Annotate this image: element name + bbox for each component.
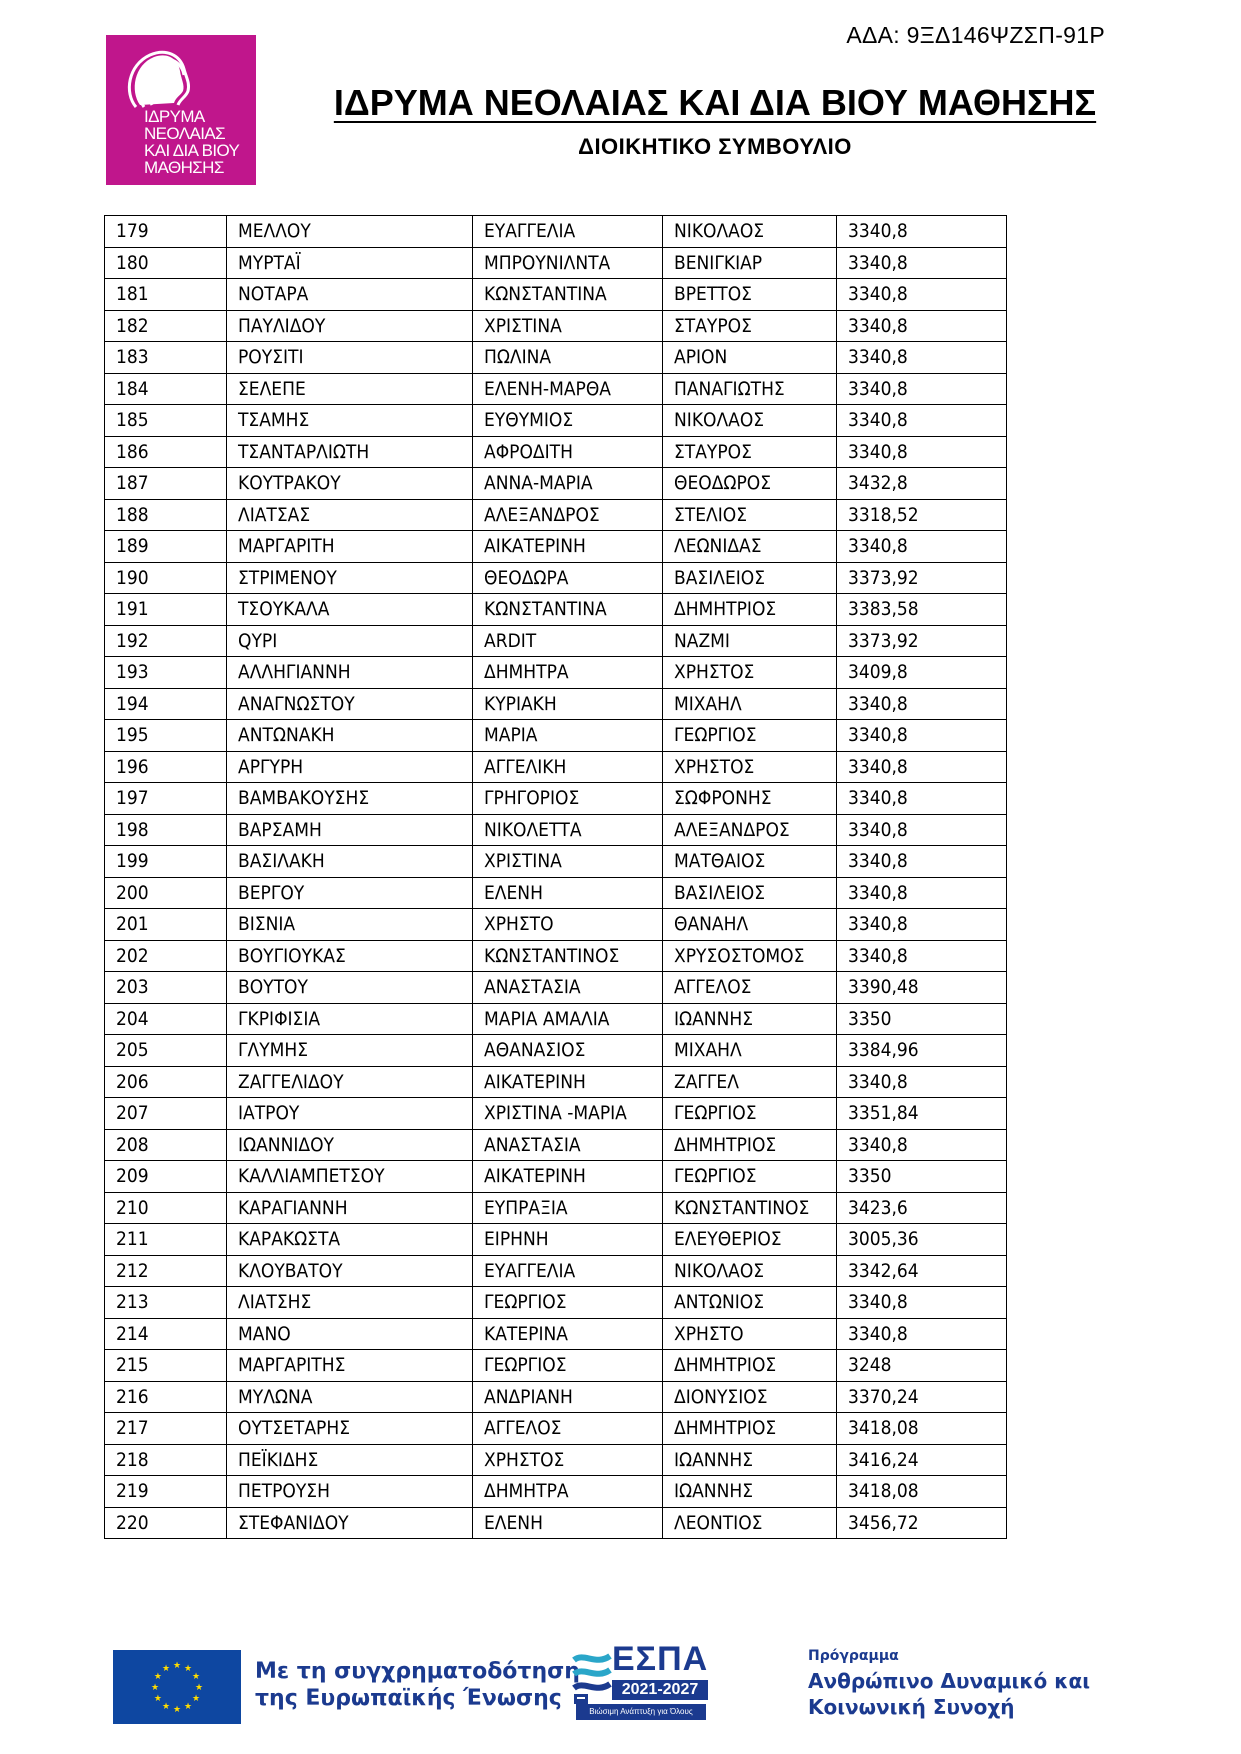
cell-father-name: ΔΗΜΗΤΡΙΟΣ [663,1413,837,1445]
cell-amount: 3409,8 [837,657,1007,689]
cell-amount: 3340,8 [837,720,1007,752]
cell-row-number: 186 [105,436,227,468]
cell-father-name: ΔΗΜΗΤΡΙΟΣ [663,1350,837,1382]
cell-father-name: ΚΩΝΣΤΑΝΤΙΝΟΣ [663,1192,837,1224]
cell-surname: ΜΑΡΓΑΡΙΤΗΣ [227,1350,473,1382]
cell-row-number: 203 [105,972,227,1004]
table-row [105,1287,1007,1319]
cell-father-name: ΓΕΩΡΓΙΟΣ [663,720,837,752]
cell-father-name: ΘΑΝΑΗΛ [663,909,837,941]
table-row [105,1507,1007,1539]
cell-surname: ΚΟΥΤΡΑΚΟΥ [227,468,473,500]
funding-footer [0,1640,1241,1740]
cell-row-number: 187 [105,468,227,500]
foundation-logo [106,35,256,185]
cell-father-name: ΒΑΣΙΛΕΙΟΣ [663,877,837,909]
cell-first-name: ΕΛΕΝΗ [473,877,663,909]
table-row [105,1129,1007,1161]
cell-amount: 3373,92 [837,562,1007,594]
cell-amount: 3340,8 [837,1287,1007,1319]
cell-surname: ΝΟΤΑΡΑ [227,279,473,311]
cell-surname: ΜΕΛΛΟΥ [227,216,473,248]
cell-row-number: 191 [105,594,227,626]
cell-first-name: ΧΡΗΣΤΟΣ [473,1444,663,1476]
cell-surname: ΠΕΤΡΟΥΣΗ [227,1476,473,1508]
cell-surname: ΒΕΡΓΟΥ [227,877,473,909]
cell-amount: 3340,8 [837,373,1007,405]
table-row [105,1444,1007,1476]
cell-row-number: 182 [105,310,227,342]
table-body [105,216,1007,1539]
cell-first-name: ΑΙΚΑΤΕΡΙΝΗ [473,1161,663,1193]
table-row [105,310,1007,342]
program-name-line-1: Ανθρώπινο Δυναμικό και [808,1669,1090,1693]
cell-amount: 3340,8 [837,310,1007,342]
cell-surname: ΒΙΣΝΙΑ [227,909,473,941]
cell-surname: ΤΣΑΝΤΑΡΛΙΩΤΗ [227,436,473,468]
eu-star: ★ [172,1660,182,1670]
cell-surname: ΒΑΣΙΛΑΚΗ [227,846,473,878]
cell-father-name: ΑΝΤΩΝΙΟΣ [663,1287,837,1319]
cell-amount: 3340,8 [837,814,1007,846]
cell-father-name: ΑΡΙΟΝ [663,342,837,374]
table-row [105,657,1007,689]
cell-father-name: ΒΡΕΤΤΟΣ [663,279,837,311]
cell-row-number: 210 [105,1192,227,1224]
cell-father-name: ΛΕΟΝΤΙΟΣ [663,1507,837,1539]
cell-row-number: 213 [105,1287,227,1319]
cell-father-name: ΕΛΕΥΘΕΡΙΟΣ [663,1224,837,1256]
espa-waves-icon [570,1646,614,1708]
eu-text-line-1: Με τη συγχρηματοδότηση [255,1659,580,1684]
cell-surname: ΤΣΑΜΗΣ [227,405,473,437]
cell-surname: ΠΕΪΚΙΔΗΣ [227,1444,473,1476]
cell-row-number: 196 [105,751,227,783]
cell-amount: 3340,8 [837,342,1007,374]
cell-surname: ΣΤΡΙΜΕΝΟΥ [227,562,473,594]
cell-amount: 3423,6 [837,1192,1007,1224]
cell-row-number: 211 [105,1224,227,1256]
cell-amount: 3383,58 [837,594,1007,626]
eu-flag-icon [113,1650,241,1724]
cell-amount: 3390,48 [837,972,1007,1004]
cell-amount: 3005,36 [837,1224,1007,1256]
cell-father-name: ΔΙΟΝΥΣΙΟΣ [663,1381,837,1413]
cell-first-name: ΕΙΡΗΝΗ [473,1224,663,1256]
table-row [105,1381,1007,1413]
cell-amount: 3248 [837,1350,1007,1382]
cell-first-name: ΕΥΑΓΓΕΛΙΑ [473,216,663,248]
table-row [105,1476,1007,1508]
table-row [105,751,1007,783]
cell-first-name: ΧΡΙΣΤΙΝΑ [473,846,663,878]
cell-father-name: ΓΕΩΡΓΙΟΣ [663,1098,837,1130]
cell-father-name: ΝΙΚΟΛΑΟΣ [663,1255,837,1287]
cell-first-name: ΕΛΕΝΗ [473,1507,663,1539]
cell-row-number: 180 [105,247,227,279]
cell-first-name: ΚΥΡΙΑΚΗ [473,688,663,720]
cell-father-name: ΜΑΤΘΑΙΟΣ [663,846,837,878]
cell-father-name: ΓΕΩΡΓΙΟΣ [663,1161,837,1193]
cell-surname: ΒΟΥΓΙΟΥΚΑΣ [227,940,473,972]
cell-row-number: 215 [105,1350,227,1382]
cell-father-name: ΑΛΕΞΑΝΔΡΟΣ [663,814,837,846]
cell-row-number: 183 [105,342,227,374]
cell-amount: 3340,8 [837,909,1007,941]
cell-amount: 3373,92 [837,625,1007,657]
cell-amount: 3340,8 [837,216,1007,248]
cell-row-number: 202 [105,940,227,972]
table-row [105,688,1007,720]
cell-father-name: ΙΩΑΝΝΗΣ [663,1003,837,1035]
espa-word: ΕΣΠΑ [612,1640,709,1678]
cell-father-name: ΒΕΝΙΓΚΙΑΡ [663,247,837,279]
cell-row-number: 195 [105,720,227,752]
cell-amount: 3342,64 [837,1255,1007,1287]
table-row [105,499,1007,531]
cell-row-number: 214 [105,1318,227,1350]
table-row [105,531,1007,563]
cell-row-number: 204 [105,1003,227,1035]
cell-row-number: 206 [105,1066,227,1098]
cell-first-name: ΓΡΗΓΟΡΙΟΣ [473,783,663,815]
cell-amount: 3416,24 [837,1444,1007,1476]
cell-first-name: ΜΠΡΟΥΝΙΛΝΤΑ [473,247,663,279]
program-label: Πρόγραμμα [808,1648,899,1664]
cell-surname: ΠΑΥΛΙΔΟΥ [227,310,473,342]
eu-star: ★ [183,1662,193,1673]
cell-first-name: ΚΩΝΣΤΑΝΤΙΝΑ [473,594,663,626]
table-row [105,279,1007,311]
cell-surname: ΒΟΥΤΟΥ [227,972,473,1004]
cell-row-number: 205 [105,1035,227,1067]
cell-amount: 3340,8 [837,846,1007,878]
eu-star: ★ [183,1701,193,1712]
cell-first-name: ΧΡΙΣΤΙΝΑ [473,310,663,342]
cell-amount: 3340,8 [837,751,1007,783]
cell-row-number: 201 [105,909,227,941]
cell-row-number: 218 [105,1444,227,1476]
cell-father-name: ΧΡΗΣΤΟ [663,1318,837,1350]
cell-row-number: 179 [105,216,227,248]
cell-surname: ΒΑΡΣΑΜΗ [227,814,473,846]
cell-father-name: ΧΡΗΣΤΟΣ [663,657,837,689]
cell-father-name: ΣΤΕΛΙΟΣ [663,499,837,531]
eu-star: ★ [150,1682,160,1692]
table-row [105,783,1007,815]
table-row [105,1098,1007,1130]
cell-father-name: ΒΑΣΙΛΕΙΟΣ [663,562,837,594]
cell-father-name: ΝΙΚΟΛΑΟΣ [663,405,837,437]
table-row [105,720,1007,752]
cell-father-name: ΜΙΧΑΗΛ [663,688,837,720]
cell-amount: 3340,8 [837,405,1007,437]
cell-first-name: ΕΥΑΓΓΕΛΙΑ [473,1255,663,1287]
cell-surname: ΜΥΡΤΑΪ [227,247,473,279]
cell-row-number: 192 [105,625,227,657]
table-row [105,436,1007,468]
cell-father-name: ΔΗΜΗΤΡΙΟΣ [663,594,837,626]
cell-row-number: 208 [105,1129,227,1161]
eu-cofunding-text [255,1658,580,1712]
cell-father-name: ΧΡΥΣΟΣΤΟΜΟΣ [663,940,837,972]
cell-row-number: 194 [105,688,227,720]
cell-row-number: 197 [105,783,227,815]
table-row [105,625,1007,657]
eu-star: ★ [192,1693,201,1703]
table-row [105,468,1007,500]
cell-amount: 3318,52 [837,499,1007,531]
espa-years: 2021-2027 [612,1680,708,1700]
cell-amount: 3418,08 [837,1413,1007,1445]
table-row [105,562,1007,594]
program-block [808,1648,1090,1720]
cell-amount: 3340,8 [837,247,1007,279]
cell-father-name: ΔΗΜΗΤΡΙΟΣ [663,1129,837,1161]
cell-first-name: ΔΗΜΗΤΡΑ [473,657,663,689]
cell-row-number: 220 [105,1507,227,1539]
cell-father-name: ΣΩΦΡΟΝΗΣ [663,783,837,815]
table-row [105,1224,1007,1256]
table-row [105,846,1007,878]
cell-first-name: ΚΑΤΕΡΙΝΑ [473,1318,663,1350]
cell-first-name: ΧΡΙΣΤΙΝΑ -ΜΑΡΙΑ [473,1098,663,1130]
table-row [105,405,1007,437]
cell-surname: ΜΑΡΓΑΡΙΤΗ [227,531,473,563]
table-row [105,1350,1007,1382]
table-row [105,216,1007,248]
cell-first-name: ΑΝΑΣΤΑΣΙΑ [473,1129,663,1161]
cell-amount: 3340,8 [837,783,1007,815]
cell-amount: 3340,8 [837,1066,1007,1098]
cell-first-name: ARDIT [473,625,663,657]
logo-text: ΙΔΡΥΜΑ ΝΕΟΛΑΙΑΣ ΚΑΙ ΔΙΑ ΒΙΟΥ ΜΑΘΗΣΗΣ [144,107,240,177]
cell-row-number: 193 [105,657,227,689]
cell-surname: ΟΥΤΣΕΤΑΡΗΣ [227,1413,473,1445]
table-row [105,1066,1007,1098]
cell-amount: 3350 [837,1003,1007,1035]
table-row [105,1413,1007,1445]
cell-row-number: 207 [105,1098,227,1130]
cell-first-name: ΓΕΩΡΓΙΟΣ [473,1350,663,1382]
cell-first-name: ΘΕΟΔΩΡΑ [473,562,663,594]
cell-amount: 3384,96 [837,1035,1007,1067]
cell-surname: ΡΟΥΣΙΤΙ [227,342,473,374]
cell-first-name: ΑΙΚΑΤΕΡΙΝΗ [473,1066,663,1098]
table-row [105,1161,1007,1193]
cell-amount: 3340,8 [837,688,1007,720]
table-row [105,909,1007,941]
cell-first-name: ΜΑΡΙΑ ΑΜΑΛΙΑ [473,1003,663,1035]
cell-surname: ΣΤΕΦΑΝΙΔΟΥ [227,1507,473,1539]
eu-star: ★ [192,1671,201,1681]
cell-amount: 3340,8 [837,877,1007,909]
cell-amount: 3456,72 [837,1507,1007,1539]
cell-surname: ΒΑΜΒΑΚΟΥΣΗΣ [227,783,473,815]
cell-row-number: 184 [105,373,227,405]
cell-first-name: ΑΘΑΝΑΣΙΟΣ [473,1035,663,1067]
cell-surname: ΑΝΤΩΝΑΚΗ [227,720,473,752]
cell-amount: 3340,8 [837,940,1007,972]
cell-first-name: ΜΑΡΙΑ [473,720,663,752]
cell-surname: ΓΚΡΙΦΙΣΙΑ [227,1003,473,1035]
eu-star: ★ [172,1704,182,1714]
table-row [105,1318,1007,1350]
program-name-line-2: Κοινωνική Συνοχή [808,1695,1015,1719]
cell-father-name: ΛΕΩΝΙΔΑΣ [663,531,837,563]
cell-surname: ΚΑΡΑΓΙΑΝΝΗ [227,1192,473,1224]
espa-tagline: Βιώσιμη Ανάπτυξη για Όλους [576,1704,706,1720]
cell-row-number: 209 [105,1161,227,1193]
cell-amount: 3340,8 [837,1318,1007,1350]
cell-row-number: 190 [105,562,227,594]
cell-amount: 3432,8 [837,468,1007,500]
eu-star: ★ [161,1701,171,1712]
table-row [105,342,1007,374]
cell-first-name: ΕΥΘΥΜΙΟΣ [473,405,663,437]
espa-logo [570,1640,730,1740]
page-title: ΙΔΡΥΜΑ ΝΕΟΛΑΙΑΣ ΚΑΙ ΔΙΑ ΒΙΟΥ ΜΑΘΗΣΗΣ [333,82,1097,123]
cell-surname: ΜΥΛΩΝΑ [227,1381,473,1413]
cell-surname: ΛΙΑΤΣΑΣ [227,499,473,531]
cell-row-number: 216 [105,1381,227,1413]
cell-row-number: 189 [105,531,227,563]
cell-father-name: ΣΤΑΥΡΟΣ [663,436,837,468]
cell-father-name: ΙΩΑΝΝΗΣ [663,1476,837,1508]
table-row [105,594,1007,626]
cell-row-number: 200 [105,877,227,909]
cell-row-number: 217 [105,1413,227,1445]
page-subtitle: ΔΙΟΙΚΗΤΙΚΟ ΣΥΜΒΟΥΛΙΟ [578,134,852,159]
cell-father-name: ΑΓΓΕΛΟΣ [663,972,837,1004]
cell-row-number: 199 [105,846,227,878]
ada-code: ΑΔΑ: 9ΞΔ146ΨΖΣΠ-91Ρ [846,22,1105,48]
cell-father-name: ΙΩΑΝΝΗΣ [663,1444,837,1476]
cell-first-name: ΑΝΑΣΤΑΣΙΑ [473,972,663,1004]
cell-first-name: ΑΛΕΞΑΝΔΡΟΣ [473,499,663,531]
cell-father-name: ΣΤΑΥΡΟΣ [663,310,837,342]
cell-first-name: ΝΙΚΟΛΕΤΤΑ [473,814,663,846]
eu-text-line-2: της Ευρωπαϊκής Ένωσης [255,1686,562,1711]
eu-star: ★ [153,1693,162,1703]
cell-surname: ΙΩΑΝΝΙΔΟΥ [227,1129,473,1161]
cell-row-number: 198 [105,814,227,846]
cell-father-name: ΝΑΖΜΙ [663,625,837,657]
eu-star: ★ [194,1682,204,1692]
cell-surname: ΑΝΑΓΝΩΣΤΟΥ [227,688,473,720]
cell-first-name: ΚΩΝΣΤΑΝΤΙΝΟΣ [473,940,663,972]
cell-first-name: ΔΗΜΗΤΡΑ [473,1476,663,1508]
cell-amount: 3340,8 [837,279,1007,311]
cell-father-name: ΧΡΗΣΤΟΣ [663,751,837,783]
table-row [105,1192,1007,1224]
cell-first-name: ΑΝΔΡΙΑΝΗ [473,1381,663,1413]
cell-first-name: ΧΡΗΣΤΟ [473,909,663,941]
cell-surname: ΓΛΥΜΗΣ [227,1035,473,1067]
cell-surname: ΚΑΛΛΙΑΜΠΕΤΣΟΥ [227,1161,473,1193]
cell-amount: 3340,8 [837,531,1007,563]
eu-star: ★ [153,1671,162,1681]
table-row [105,247,1007,279]
table-row [105,373,1007,405]
cell-amount: 3350 [837,1161,1007,1193]
table-row [105,1255,1007,1287]
cell-surname: QYΡΙ [227,625,473,657]
cell-first-name: ΑΓΓΕΛΙΚΗ [473,751,663,783]
table-row [105,1003,1007,1035]
cell-surname: ΤΣΟΥΚΑΛΑ [227,594,473,626]
cell-row-number: 212 [105,1255,227,1287]
cell-amount: 3351,84 [837,1098,1007,1130]
table-row [105,877,1007,909]
cell-first-name: ΑΦΡΟΔΙΤΗ [473,436,663,468]
eu-stars-icon [113,1650,241,1724]
table-row [105,814,1007,846]
table-row [105,1035,1007,1067]
cell-first-name: ΕΥΠΡΑΞΙΑ [473,1192,663,1224]
cell-father-name: ΝΙΚΟΛΑΟΣ [663,216,837,248]
cell-father-name: ΜΙΧΑΗΛ [663,1035,837,1067]
cell-surname: ΑΛΛΗΓΙΑΝΝΗ [227,657,473,689]
cell-surname: ΚΛΟΥΒΑΤΟΥ [227,1255,473,1287]
cell-first-name: ΑΓΓΕΛΟΣ [473,1413,663,1445]
cell-row-number: 188 [105,499,227,531]
cell-row-number: 219 [105,1476,227,1508]
cell-surname: ΜΑΝΟ [227,1318,473,1350]
cell-father-name: ΠΑΝΑΓΙΩΤΗΣ [663,373,837,405]
cell-surname: ΣΕΛΕΠΕ [227,373,473,405]
cell-surname: ΑΡΓΥΡΗ [227,751,473,783]
cell-surname: ΚΑΡΑΚΩΣΤΑ [227,1224,473,1256]
beneficiaries-table [104,215,1007,1539]
cell-first-name: ΑΝΝΑ-ΜΑΡΙΑ [473,468,663,500]
eu-star: ★ [161,1662,171,1673]
table-row [105,940,1007,972]
cell-amount: 3340,8 [837,1129,1007,1161]
cell-father-name: ΖΑΓΓΕΛ [663,1066,837,1098]
cell-surname: ΙΑΤΡΟΥ [227,1098,473,1130]
table-row [105,972,1007,1004]
cell-row-number: 185 [105,405,227,437]
cell-first-name: ΓΕΩΡΓΙΟΣ [473,1287,663,1319]
cell-amount: 3340,8 [837,436,1007,468]
cell-first-name: ΠΩΛΙΝΑ [473,342,663,374]
cell-first-name: ΕΛΕΝΗ-ΜΑΡΘΑ [473,373,663,405]
cell-row-number: 181 [105,279,227,311]
cell-surname: ΛΙΑΤΣΗΣ [227,1287,473,1319]
cell-surname: ΖΑΓΓΕΛΙΔΟΥ [227,1066,473,1098]
cell-first-name: ΑΙΚΑΤΕΡΙΝΗ [473,531,663,563]
cell-first-name: ΚΩΝΣΤΑΝΤΙΝΑ [473,279,663,311]
cell-amount: 3418,08 [837,1476,1007,1508]
cell-father-name: ΘΕΟΔΩΡΟΣ [663,468,837,500]
cell-amount: 3370,24 [837,1381,1007,1413]
